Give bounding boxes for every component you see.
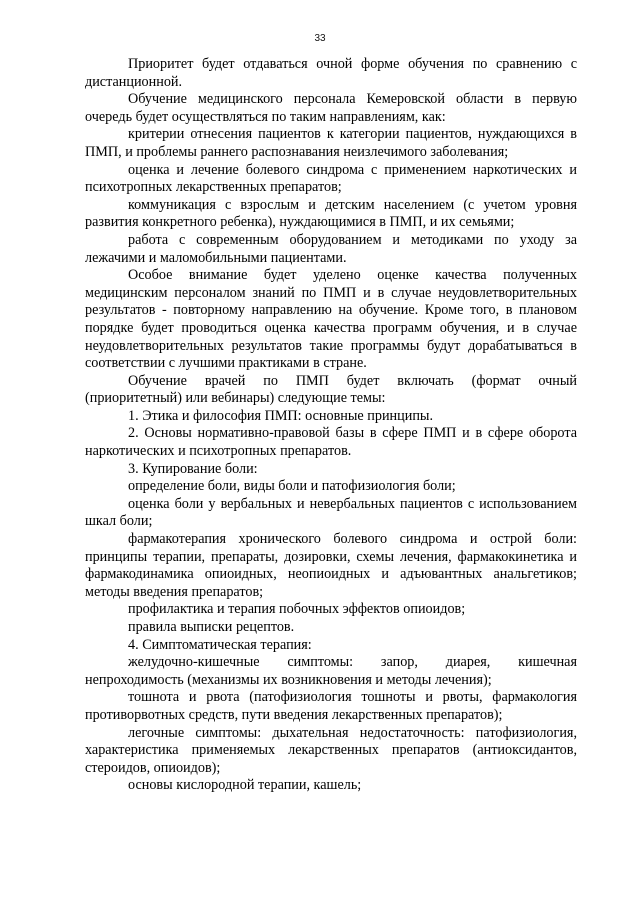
paragraph: легочные симптомы: дыхательная недостаточность: патофизиология, характеристика применяемых лекарственных препаратов (антиоксидантов, стероидов, опиоидов);	[85, 724, 577, 776]
paragraph: профилактика и терапия побочных эффектов опиоидов;	[128, 601, 466, 618]
paragraph: 4. Симптоматическая терапия:	[128, 636, 312, 653]
paragraph: Приоритет будет отдаваться очной форме обучения по сравнению с дистанционной.	[85, 56, 577, 90]
paragraph: коммуникация с взрослым и детским населением (с учетом уровня развития конкретного ребенка), нуждающимися в ПМП, и их семьями;	[85, 196, 577, 231]
paragraph: Особое внимание будет уделено оценке качества полученных медицинским персоналом знаний по ПМП и в случае неудовлетворительных результатов - повторному направлению на обучение. Кроме того, в плановом порядке будет проводиться оценка качества программ обучения, и в случае неудовлетворительных результатов такие программы будут дорабатываться в соответствии с лучшими практиками в стране.	[85, 267, 577, 372]
paragraph: 1. Этика и философия ПМП: основные принципы.	[128, 407, 433, 424]
document-body	[85, 56, 577, 795]
paragraph: Обучение медицинского персонала Кемеровской области в первую очередь будет осуществляться по таким направлениям, как:	[85, 91, 577, 125]
paragraph: желудочно-кишечные симптомы: запор, диарея, кишечная непроходимость (механизмы их возникновения и методы лечения);	[85, 654, 577, 688]
paragraph: критерии отнесения пациентов к категории пациентов, нуждающихся в ПМП, и проблемы раннего распознавания неизлечимого заболевания;	[85, 126, 577, 160]
paragraph: 3. Купирование боли:	[128, 460, 258, 477]
paragraph: 2. Основы нормативно-правовой базы в сфере ПМП и в сфере оборота наркотических и психотропных препаратов.	[85, 425, 577, 460]
paragraph: Обучение врачей по ПМП будет включать (формат очный (приоритетный) или вебинары) следующие темы:	[85, 372, 577, 407]
paragraph: фармакотерапия хронического болевого синдрома и острой боли: принципы терапии, препараты, дозировки, схемы лечения, фармакокинетика и фармакодинамика опиоидных, неопиоидных и адъювантных анальгетиков; методы введения препаратов;	[85, 531, 577, 600]
paragraph: определение боли, виды боли и патофизиология боли;	[128, 478, 456, 495]
paragraph: тошнота и рвота (патофизиология тошноты и рвоты, фармакология противорвотных средств, пути введения лекарственных препаратов);	[85, 689, 577, 723]
paragraph: правила выписки рецептов.	[128, 619, 295, 635]
paragraph: оценка боли у вербальных и невербальных пациентов с использованием шкал боли;	[85, 495, 577, 530]
page-number: 33	[314, 33, 326, 44]
paragraph: работа с современным оборудованием и методиками по уходу за лежачими и маломобильными пациентами.	[85, 231, 577, 266]
paragraph: оценка и лечение болевого синдрома с применением наркотических и психотропных лекарственных препаратов;	[85, 161, 577, 196]
paragraph: основы кислородной терапии, кашель;	[128, 777, 362, 794]
